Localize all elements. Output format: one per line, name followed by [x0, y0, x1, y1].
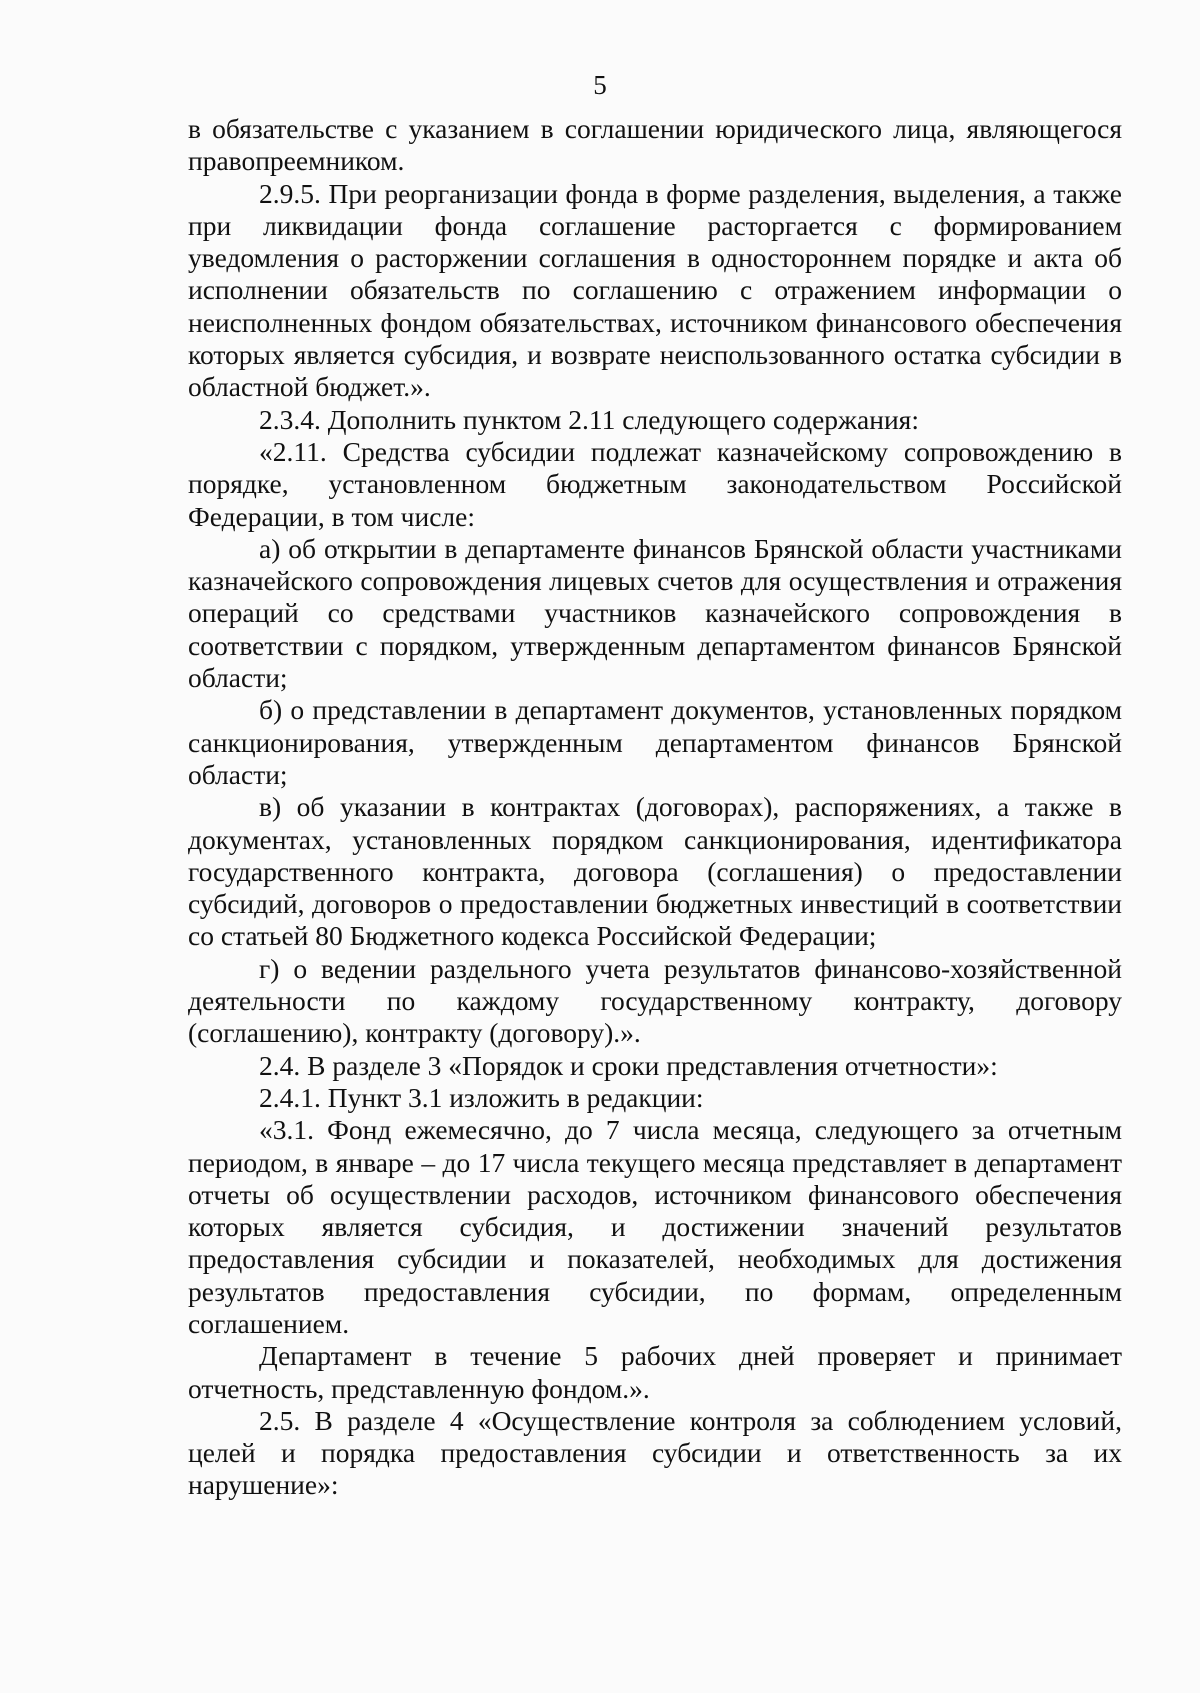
document-body [188, 113, 1122, 1502]
paragraph-2-4-1: 2.4.1. Пункт 3.1 изложить в редакции: [259, 1081, 704, 1113]
paragraph-2-11: «2.11. Средства субсидии подлежат казначейскому сопровождению в порядке, установленном бюджетным законодательством Российской Федерации, в том числе: [188, 435, 1122, 532]
paragraph-item-v: в) об указании в контрактах (договорах), распоряжениях, а также в документах, установленных порядком санкционирования, идентификатора государственного контракта, договора (соглашения) о предоставлении субсидий, договоров о предоставлении бюджетных инвестиций в соответствии со статьей 80 Бюджетного кодекса Российской Федерации; [188, 791, 1122, 952]
paragraph-item-g: г) о ведении раздельного учета результатов финансово-хозяйственной деятельности по каждому государственному контракту, договору (соглашению), контракту (договору).». [188, 952, 1122, 1049]
paragraph-2-9-5: 2.9.5. При реорганизации фонда в форме разделения, выделения, а также при ликвидации фонда соглашение расторгается с формированием уведомления о расторжении соглашения в одностороннем порядке и акта об исполнении обязательств по соглашению с отражением информации о неисполненных фондом обязательствах, источником финансового обеспечения которых является субсидия, и возврате неиспользованного остатка субсидии в областной бюджет.». [188, 177, 1122, 403]
paragraph-2-5: 2.5. В разделе 4 «Осуществление контроля за соблюдением условий, целей и порядка предоставления субсидии и ответственность за их нарушение»: [188, 1404, 1122, 1501]
paragraph-2-4: 2.4. В разделе 3 «Порядок и сроки представления отчетности»: [259, 1049, 998, 1081]
page-number: 5 [593, 70, 607, 100]
paragraph-3-1: «3.1. Фонд ежемесячно, до 7 числа месяца, следующего за отчетным периодом, в январе – до 17 числа текущего месяца представляет в департамент отчеты об осуществлении расходов, источником финансового обеспечения которых является субсидия, и достижении значений результатов предоставления субсидии и показателей, необходимых для достижения результатов предоставления субсидии, по формам, определенным соглашением. [188, 1114, 1122, 1339]
paragraph-department-review: Департамент в течение 5 рабочих дней проверяет и принимает отчетность, представленную фондом.». [188, 1340, 1122, 1404]
paragraph-item-b: б) о представлении в департамент документов, установленных порядком санкционирования, утвержденным департаментом финансов Брянской области; [188, 694, 1122, 790]
paragraph-2-3-4: 2.3.4. Дополнить пунктом 2.11 следующего содержания: [259, 403, 919, 435]
paragraph-item-a: а) об открытии в департаменте финансов Брянской области участниками казначейского сопровождения лицевых счетов для осуществления и отражения операций со средствами участников казначейского сопровождения в соответствии с порядком, утвержденным департаментом финансов Брянской области; [188, 532, 1122, 694]
paragraph-continuation: в обязательстве с указанием в соглашении юридического лица, являющегося правопреемником. [188, 113, 1122, 177]
